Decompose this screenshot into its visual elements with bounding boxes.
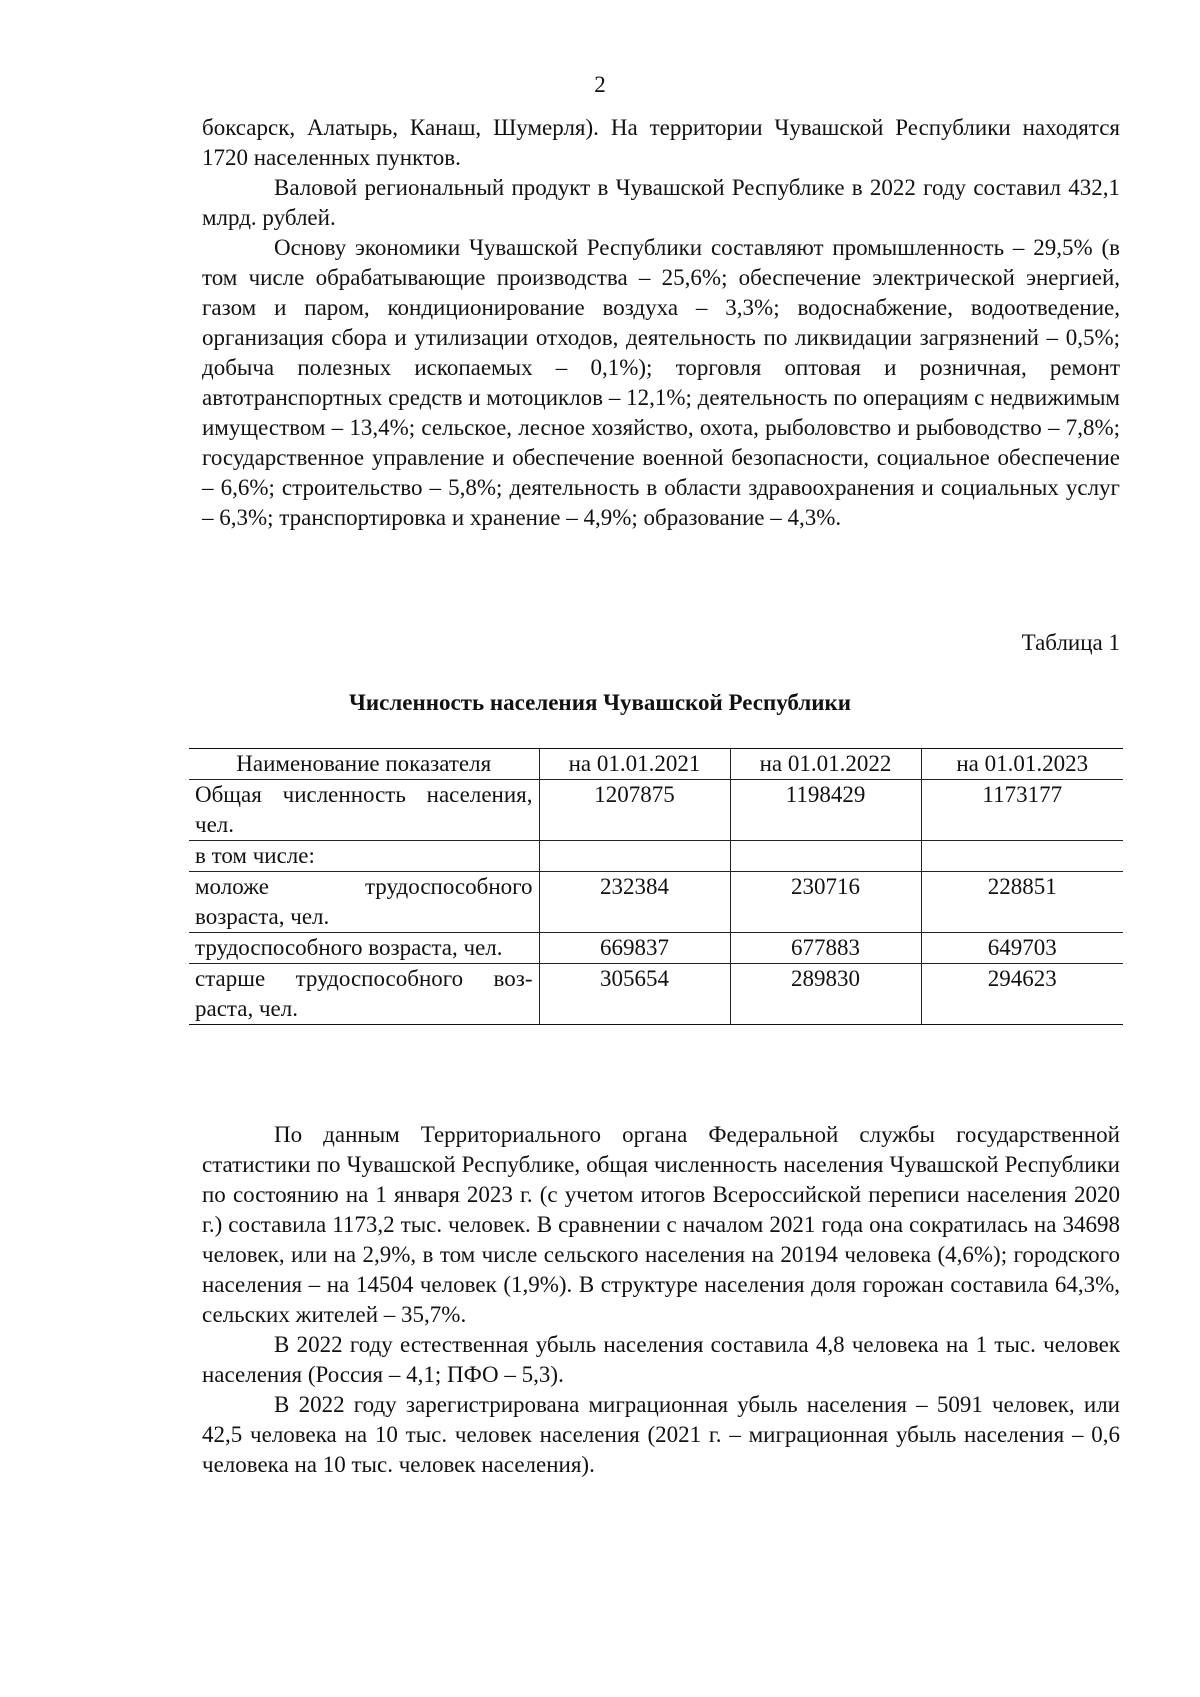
table-row [189, 780, 1123, 841]
cell-2021 [539, 841, 730, 872]
row-name: в том числе: [189, 841, 539, 872]
header-2021: на 01.01.2021 [539, 749, 730, 780]
cell-2022 [730, 841, 921, 872]
paragraph-population-total: По данным Территориального органа Федеральной службы государственной статистики по Чувашской Республике, общая численность населения Чувашской Республики по состоянию на 1 января 2023 г. (с учетом итогов Всероссийской переписи населения 2020 г.) составила 1173,2 тыс. человек. В сравнении с началом 2021 года она сократилась на 34698 человек, или на 2,9%, в том числе сельского населения на 20194 человека (4,6%); городского населения – на 14504 человек (1,9%). В структуре населения доля горожан составила 64,3%, сельских жителей – 35,7%. [202, 1122, 1120, 1327]
cell-2023: 1173177 [921, 780, 1123, 841]
population-table [189, 748, 1123, 1025]
row-name: Общая численность населения, чел. [189, 780, 539, 841]
cell-2023: 294623 [921, 964, 1123, 1025]
cell-2023: 649703 [921, 933, 1123, 964]
cell-2021: 305654 [539, 964, 730, 1025]
table-row [189, 933, 1123, 964]
table-row [189, 872, 1123, 933]
population-text [202, 1120, 1120, 1480]
table-row [189, 841, 1123, 872]
row-name: моложе трудоспособного возраста, чел. [189, 872, 539, 933]
table-title: Численность населения Чувашской Республики [349, 690, 851, 715]
cell-2022: 289830 [730, 964, 921, 1025]
paragraph-settlements: боксарск, Алатырь, Канаш, Шумерля). На территории Чувашской Республики находятся 1720 населенных пунктов. [202, 115, 1120, 170]
intro-text [202, 113, 1120, 533]
header-2023: на 01.01.2023 [921, 749, 1123, 780]
row-name: трудоспособного возраста, чел. [189, 933, 539, 964]
header-2022: на 01.01.2022 [730, 749, 921, 780]
cell-2022: 230716 [730, 872, 921, 933]
header-indicator-name: Наименование показателя [189, 749, 539, 780]
cell-2021: 669837 [539, 933, 730, 964]
page-number: 2 [594, 72, 606, 97]
table-caption: Таблица 1 [1021, 630, 1120, 655]
paragraph-economy-structure: Основу экономики Чувашской Республики составляют промышленность – 29,5% (в том числе обрабатывающие производства – 25,6%; обеспечение электрической энергией, газом и паром, кондиционирование воздуха – 3,3%; водоснабжение, водоотведение, организация сбора и утилизации отходов, деятельность по ликвидации загрязнений – 0,5%; добыча полезных ископаемых – 0,1%); торговля оптовая и розничная, ремонт автотранспортных средств и мотоциклов – 12,1%; деятельность по операциям с недвижимым имуществом – 13,4%; сельское, лесное хозяйство, охота, рыболовство и рыбоводство – 7,8%; государственное управление и обеспечение военной безопасности, социальное обеспечение – 6,6%; строительство – 5,8%; деятельность в области здравоохранения и социальных услуг – 6,3%; транспортировка и хранение – 4,9%; образование – 4,3%. [202, 235, 1120, 530]
paragraph-grp: Валовой региональный продукт в Чувашской Республике в 2022 году составил 432,1 млрд. рублей. [202, 175, 1120, 230]
paragraph-migration-decline: В 2022 году зарегистрирована миграционная убыль населения – 5091 человек, или 42,5 человека на 10 тыс. человек населения (2021 г. – миграционная убыль населения – 0,6 человека на 10 тыс. человек населения). [202, 1392, 1120, 1477]
cell-2023 [921, 841, 1123, 872]
row-name: старше трудоспособного возраста, чел. [189, 964, 539, 1025]
paragraph-natural-decline: В 2022 году естественная убыль населения составила 4,8 человека на 1 тыс. человек населения (Россия – 4,1; ПФО – 5,3). [202, 1332, 1120, 1387]
cell-2021: 1207875 [539, 780, 730, 841]
cell-2022: 677883 [730, 933, 921, 964]
cell-2022: 1198429 [730, 780, 921, 841]
cell-2021: 232384 [539, 872, 730, 933]
table-row [189, 964, 1123, 1025]
cell-2023: 228851 [921, 872, 1123, 933]
table-header-row [189, 749, 1123, 780]
